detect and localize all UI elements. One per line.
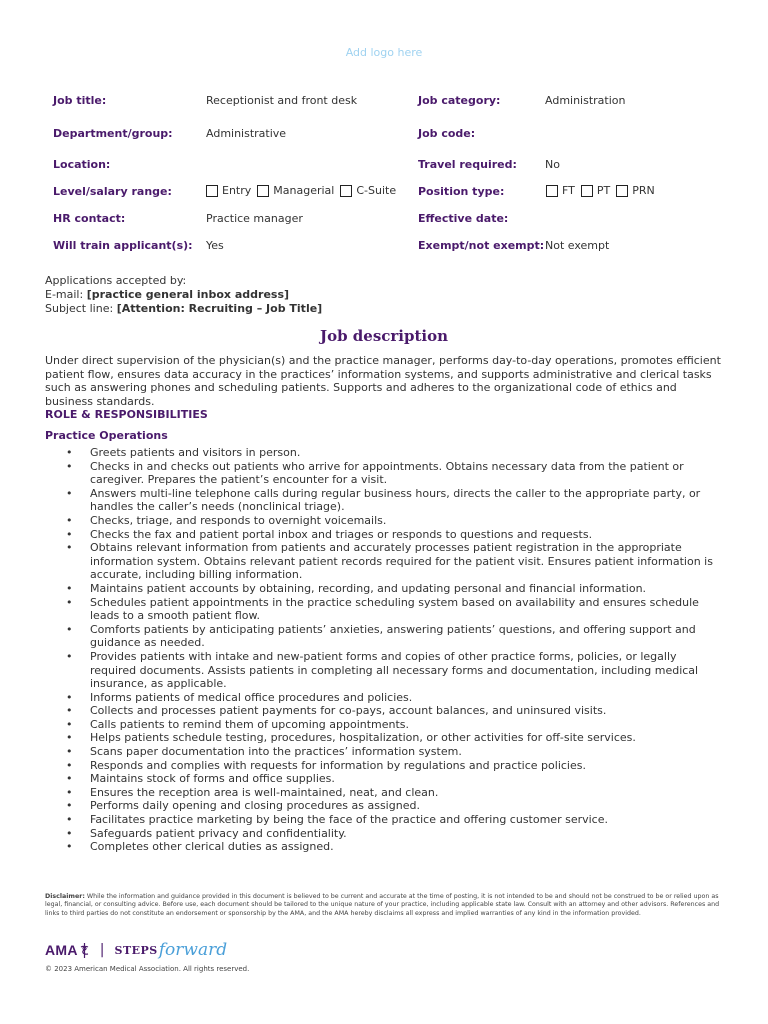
level-managerial-checkbox[interactable] (257, 185, 269, 197)
bullet: • (66, 799, 73, 813)
duty-item (45, 718, 725, 732)
bullet: • (66, 541, 73, 555)
bullet: • (66, 622, 73, 636)
bullet: • (66, 717, 73, 731)
job-code-label: Job code: (418, 127, 476, 140)
department-value: Administrative (206, 127, 287, 140)
bullet: • (66, 513, 73, 527)
duty-item (45, 840, 725, 854)
duty-item (45, 460, 725, 487)
bullet: • (66, 813, 73, 827)
level-options (206, 184, 402, 198)
duty-item (45, 786, 725, 800)
duty-item (45, 813, 725, 827)
will-train-value: Yes (206, 239, 224, 252)
duty-text: Obtains relevant information from patients and accurately processes patient registration in the appropriate information system. Obtains relevant patient records required for the patient visit. Ensures patient information is accurate, including billing information. (90, 541, 713, 582)
position-pt-checkbox[interactable] (581, 185, 593, 197)
applications-line: Applications accepted by: (45, 274, 187, 287)
bullet: • (66, 581, 73, 595)
location-label: Location: (53, 158, 111, 171)
duty-text: Responds and complies with requests for information by regulations and practice policies. (90, 758, 586, 772)
level-managerial-label: Managerial (273, 184, 335, 197)
duty-item (45, 759, 725, 773)
disclaimer (45, 893, 725, 918)
exempt-label: Exempt/not exempt: (418, 239, 545, 252)
duty-text: Helps patients schedule testing, procedures, hospitalization, or other activities for off-site services. (90, 731, 636, 745)
level-entry-label: Entry (222, 184, 252, 197)
job-category-label: Job category: (418, 94, 501, 107)
duty-text: Safeguards patient privacy and confidentiality. (90, 826, 347, 840)
bullet: • (66, 826, 73, 840)
hr-contact-value: Practice manager (206, 212, 303, 225)
duty-text: Checks the fax and patient portal inbox and triages or responds to questions and requests. (90, 527, 593, 541)
duty-item (45, 514, 725, 528)
duty-text: Checks, triage, and responds to overnight voicemails. (90, 513, 387, 527)
position-type-options (546, 184, 661, 198)
bullet: • (66, 840, 73, 854)
duty-text: Informs patients of medical office procedures and policies. (90, 690, 413, 704)
applications-block (45, 274, 322, 316)
position-prn-checkbox[interactable] (616, 185, 628, 197)
disclaimer-label: Disclaimer: (45, 893, 85, 900)
duty-item (45, 704, 725, 718)
brand-logos (45, 940, 227, 960)
position-ft-checkbox[interactable] (546, 185, 558, 197)
disclaimer-text: While the information and guidance provided in this document is believed to be current and accurate at the time of posting, it is not intended to be and should not be construed to be or relied upon as legal, financial, or consulting advice. Before use, each document should be tailored to the unique nature of your practice, including applicable state law. Consult with an attorney and other advisors. References and links to third parties do not constitute an endorsement or sponsorship by the AMA, and the AMA hereby disclaims all express and implied warranties of any kind in the information provided. (45, 893, 720, 917)
bullet: • (66, 704, 73, 718)
duty-item (45, 623, 725, 650)
job-description-summary: Under direct supervision of the physician(s) and the practice manager, performs day-to-day operations, promotes efficient patient flow, ensures data accuracy in the practices’ information systems, and supports administrative and clerical tasks such as answering phones and scheduling patients. Supports and adheres to the organizational code of ethics and business standards. (45, 354, 721, 408)
subject-label: Subject line: (45, 302, 114, 315)
bullet: • (66, 745, 73, 759)
bullet: • (66, 758, 73, 772)
position-ft-label: FT (562, 184, 575, 197)
duty-text: Scans paper documentation into the practices’ information system. (90, 745, 462, 759)
bullet: • (66, 690, 73, 704)
duty-item (45, 446, 725, 460)
duty-text: Facilitates practice marketing by being the face of the practice and offering customer service. (90, 813, 608, 827)
duty-item (45, 650, 725, 691)
bullet: • (66, 731, 73, 745)
stepsforward-logo-steps: STEPS (114, 943, 158, 957)
email-value: [practice general inbox address] (86, 288, 290, 301)
email-label: E-mail: (45, 288, 84, 301)
duty-text: Answers multi-line telephone calls during regular business hours, directs the caller to the appropriate party, or handles the caller’s needs (nonclinical triage). (90, 486, 701, 514)
duty-item (45, 745, 725, 759)
duty-item (45, 596, 725, 623)
bullet: • (66, 486, 73, 500)
exempt-value: Not exempt (545, 239, 610, 252)
logo-placeholder: Add logo here (345, 46, 423, 59)
duty-text: Greets patients and visitors in person. (90, 446, 301, 459)
duty-item (45, 541, 725, 582)
job-title-label: Job title: (53, 94, 107, 107)
duty-text: Collects and processes patient payments for co-pays, account balances, and uninsured visits. (90, 704, 607, 718)
bullet: • (66, 785, 73, 799)
level-entry-checkbox[interactable] (206, 185, 218, 197)
duty-text: Checks in and checks out patients who arrive for appointments. Obtains necessary data from the patient or caregiver. Prepares the patient’s encounter for a visit. (90, 459, 684, 487)
position-pt-label: PT (596, 184, 611, 197)
ama-logo: AMA (45, 942, 78, 958)
bullet: • (66, 459, 73, 473)
duty-text: Completes other clerical duties as assigned. (90, 840, 334, 854)
bullet: • (66, 446, 73, 459)
duty-text: Calls patients to remind them of upcoming appointments. (90, 717, 410, 731)
duty-item (45, 827, 725, 841)
bullet: • (66, 527, 73, 541)
duty-text: Ensures the reception area is well-maintained, neat, and clean. (90, 785, 439, 799)
duty-item (45, 772, 725, 786)
job-category-value: Administration (545, 94, 626, 107)
effective-date-label: Effective date: (418, 212, 509, 225)
subject-value: [Attention: Recruiting – Job Title] (116, 302, 323, 315)
stepsforward-logo-forward: forward (158, 940, 228, 960)
copyright: © 2023 American Medical Association. All rights reserved. (45, 965, 250, 973)
level-csuite-checkbox[interactable] (340, 185, 352, 197)
duty-text: Provides patients with intake and new-patient forms and copies of other practice forms, policies, or legally required documents. Assists patients in completing all necessary forms and documentation, including medical insurance, as applicable. (90, 649, 699, 691)
duty-item (45, 487, 725, 514)
duty-item (45, 731, 725, 745)
duty-item (45, 691, 725, 705)
duties-list (45, 446, 725, 854)
duty-text: Schedules patient appointments in the practice scheduling system based on availability and ensures schedule leads to a smooth patient flow. (90, 595, 699, 623)
bullet: • (66, 649, 73, 663)
hr-contact-label: HR contact: (53, 212, 126, 225)
level-csuite-label: C-Suite (356, 184, 397, 197)
duty-text: Comforts patients by anticipating patients’ anxieties, answering patients’ questions, and offering support and guidance as needed. (90, 622, 696, 650)
roles-heading: ROLE & RESPONSIBILITIES (45, 408, 208, 421)
travel-value: No (545, 158, 560, 171)
applications-email (45, 288, 322, 302)
duty-text: Maintains stock of forms and office supplies. (90, 772, 335, 786)
duty-item (45, 799, 725, 813)
level-label: Level/salary range: (53, 185, 172, 198)
bullet: • (66, 595, 73, 609)
position-type-label: Position type: (418, 185, 505, 198)
will-train-label: Will train applicant(s): (53, 239, 193, 252)
bullet: • (66, 772, 73, 786)
job-title-value: Receptionist and front desk (206, 94, 358, 107)
ama-caduceus-icon (79, 943, 90, 958)
applications-subject (45, 302, 322, 316)
practice-operations-heading: Practice Operations (45, 429, 168, 442)
duty-text: Performs daily opening and closing procedures as assigned. (90, 799, 420, 813)
duty-item (45, 528, 725, 542)
position-prn-label: PRN (632, 184, 655, 197)
travel-label: Travel required: (418, 158, 517, 171)
department-label: Department/group: (53, 127, 173, 140)
duty-item (45, 582, 725, 596)
job-description-title: Job description (319, 327, 449, 345)
brand-separator: | (99, 942, 105, 958)
duty-text: Maintains patient accounts by obtaining, recording, and updating personal and financial information. (90, 581, 647, 595)
